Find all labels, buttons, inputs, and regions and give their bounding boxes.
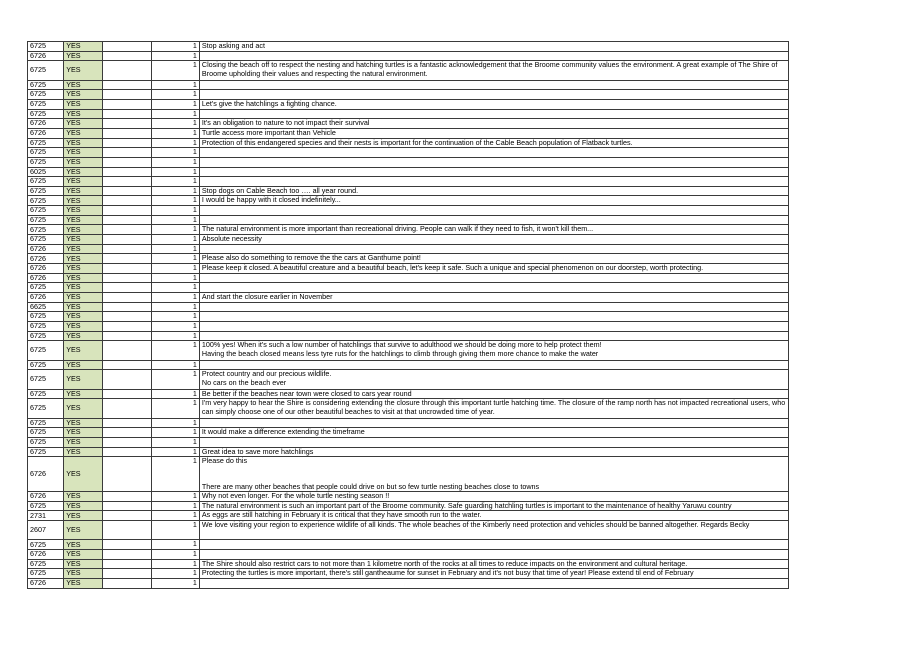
- count-cell: 1: [151, 501, 199, 511]
- comment-cell: Stop asking and act: [199, 42, 788, 52]
- comment-cell: Stop dogs on Cable Beach too …. all year round.: [199, 186, 788, 196]
- postcode-cell: 6725: [28, 418, 64, 428]
- postcode-cell: 6725: [28, 206, 64, 216]
- answer-cell: YES: [64, 389, 103, 399]
- comment-cell: Why not even longer. For the whole turtle nesting season !!: [199, 492, 788, 502]
- count-cell: 1: [151, 119, 199, 129]
- empty-cell: [103, 360, 151, 370]
- comment-cell: [199, 51, 788, 61]
- count-cell: 1: [151, 521, 199, 540]
- comment-cell: And start the closure earlier in November: [199, 293, 788, 303]
- empty-cell: [103, 196, 151, 206]
- table-row: [28, 61, 789, 80]
- answer-cell: YES: [64, 437, 103, 447]
- count-cell: 1: [151, 157, 199, 167]
- table-row: [28, 331, 789, 341]
- empty-cell: [103, 80, 151, 90]
- empty-cell: [103, 399, 151, 418]
- table-row: [28, 579, 789, 589]
- table-row: [28, 157, 789, 167]
- answer-cell: YES: [64, 341, 103, 360]
- postcode-cell: 6725: [28, 196, 64, 206]
- count-cell: 1: [151, 511, 199, 521]
- postcode-cell: 6725: [28, 283, 64, 293]
- postcode-cell: 6725: [28, 360, 64, 370]
- count-cell: 1: [151, 235, 199, 245]
- postcode-cell: 6725: [28, 399, 64, 418]
- empty-cell: [103, 186, 151, 196]
- postcode-cell: 6725: [28, 80, 64, 90]
- table-row: [28, 186, 789, 196]
- count-cell: 1: [151, 341, 199, 360]
- count-cell: 1: [151, 569, 199, 579]
- answer-cell: YES: [64, 148, 103, 158]
- count-cell: 1: [151, 244, 199, 254]
- table-row: [28, 302, 789, 312]
- comment-cell: [199, 302, 788, 312]
- answer-cell: YES: [64, 206, 103, 216]
- count-cell: 1: [151, 254, 199, 264]
- table-row: [28, 138, 789, 148]
- empty-cell: [103, 225, 151, 235]
- table-row: [28, 492, 789, 502]
- count-cell: 1: [151, 148, 199, 158]
- comment-cell: Protection of this endangered species and their nests is important for the continuation of the Cable Beach population of Flatback turtles.: [199, 138, 788, 148]
- empty-cell: [103, 511, 151, 521]
- empty-cell: [103, 559, 151, 569]
- empty-cell: [103, 138, 151, 148]
- answer-cell: YES: [64, 186, 103, 196]
- comment-cell: [199, 540, 788, 550]
- empty-cell: [103, 492, 151, 502]
- survey-table-body: [28, 42, 789, 589]
- postcode-cell: 6725: [28, 138, 64, 148]
- answer-cell: YES: [64, 196, 103, 206]
- postcode-cell: 6725: [28, 157, 64, 167]
- count-cell: 1: [151, 418, 199, 428]
- comment-cell: [199, 177, 788, 187]
- empty-cell: [103, 322, 151, 332]
- postcode-cell: 6725: [28, 186, 64, 196]
- table-row: [28, 51, 789, 61]
- table-row: [28, 109, 789, 119]
- empty-cell: [103, 370, 151, 389]
- postcode-cell: 6725: [28, 235, 64, 245]
- comment-cell: Absolute necessity: [199, 235, 788, 245]
- postcode-cell: 6726: [28, 244, 64, 254]
- answer-cell: YES: [64, 521, 103, 540]
- count-cell: 1: [151, 186, 199, 196]
- postcode-cell: 6726: [28, 119, 64, 129]
- empty-cell: [103, 283, 151, 293]
- postcode-cell: 6625: [28, 302, 64, 312]
- table-row: [28, 177, 789, 187]
- empty-cell: [103, 579, 151, 589]
- answer-cell: YES: [64, 579, 103, 589]
- answer-cell: YES: [64, 225, 103, 235]
- answer-cell: YES: [64, 511, 103, 521]
- count-cell: 1: [151, 389, 199, 399]
- empty-cell: [103, 428, 151, 438]
- postcode-cell: 6726: [28, 492, 64, 502]
- empty-cell: [103, 550, 151, 560]
- table-row: [28, 360, 789, 370]
- count-cell: 1: [151, 138, 199, 148]
- comment-cell: [199, 360, 788, 370]
- empty-cell: [103, 418, 151, 428]
- answer-cell: YES: [64, 370, 103, 389]
- table-row: [28, 341, 789, 360]
- count-cell: 1: [151, 42, 199, 52]
- comment-cell: I'm very happy to hear the Shire is considering extending the closure through this important turtle hatching time. The closure of the ramp north has not impacted recreational users, who can simply choose one of our other beautiful beaches to visit at that uncrowded time of year.: [199, 399, 788, 418]
- count-cell: 1: [151, 177, 199, 187]
- answer-cell: YES: [64, 283, 103, 293]
- comment-cell: The natural environment is such an important part of the Broome community. Safe guarding hatchling turtles is important to the maintenance of healthy Yaruwu country: [199, 501, 788, 511]
- postcode-cell: 6725: [28, 331, 64, 341]
- table-row: [28, 264, 789, 274]
- empty-cell: [103, 293, 151, 303]
- count-cell: 1: [151, 370, 199, 389]
- postcode-cell: 6725: [28, 177, 64, 187]
- answer-cell: YES: [64, 215, 103, 225]
- table-row: [28, 569, 789, 579]
- table-row: [28, 501, 789, 511]
- empty-cell: [103, 389, 151, 399]
- postcode-cell: 6725: [28, 540, 64, 550]
- postcode-cell: 6725: [28, 148, 64, 158]
- postcode-cell: 6725: [28, 341, 64, 360]
- table-row: [28, 511, 789, 521]
- table-row: [28, 399, 789, 418]
- count-cell: 1: [151, 109, 199, 119]
- table-row: [28, 225, 789, 235]
- table-row: [28, 235, 789, 245]
- empty-cell: [103, 437, 151, 447]
- comment-cell: [199, 579, 788, 589]
- table-row: [28, 559, 789, 569]
- answer-cell: YES: [64, 360, 103, 370]
- answer-cell: YES: [64, 138, 103, 148]
- table-row: [28, 42, 789, 52]
- postcode-cell: 6726: [28, 128, 64, 138]
- comment-cell: Please keep it closed. A beautiful creature and a beautiful beach, let's keep it safe. Such a unique and special phenomenon on our doorstep, worth protecting.: [199, 264, 788, 274]
- count-cell: 1: [151, 80, 199, 90]
- table-row: [28, 389, 789, 399]
- empty-cell: [103, 51, 151, 61]
- answer-cell: YES: [64, 331, 103, 341]
- table-row: [28, 447, 789, 457]
- empty-cell: [103, 447, 151, 457]
- comment-cell: [199, 283, 788, 293]
- empty-cell: [103, 521, 151, 540]
- table-row: [28, 273, 789, 283]
- postcode-cell: 6025: [28, 167, 64, 177]
- comment-cell: Be better if the beaches near town were closed to cars year round: [199, 389, 788, 399]
- postcode-cell: 6726: [28, 579, 64, 589]
- count-cell: 1: [151, 437, 199, 447]
- comment-cell: [199, 331, 788, 341]
- postcode-cell: 6725: [28, 225, 64, 235]
- count-cell: 1: [151, 428, 199, 438]
- empty-cell: [103, 540, 151, 550]
- empty-cell: [103, 157, 151, 167]
- answer-cell: YES: [64, 399, 103, 418]
- empty-cell: [103, 235, 151, 245]
- answer-cell: YES: [64, 569, 103, 579]
- comment-cell: [199, 157, 788, 167]
- empty-cell: [103, 457, 151, 492]
- postcode-cell: 6725: [28, 215, 64, 225]
- empty-cell: [103, 215, 151, 225]
- empty-cell: [103, 128, 151, 138]
- count-cell: 1: [151, 492, 199, 502]
- table-row: [28, 148, 789, 158]
- count-cell: 1: [151, 447, 199, 457]
- table-row: [28, 244, 789, 254]
- count-cell: 1: [151, 215, 199, 225]
- comment-cell: 100% yes! When it's such a low number of hatchlings that survive to adulthood we should be doing more to help protect them! Having the beach closed means less tyre ruts for the hatchlings to climb through giving them more chance to make the water: [199, 341, 788, 360]
- answer-cell: YES: [64, 61, 103, 80]
- table-row: [28, 418, 789, 428]
- count-cell: 1: [151, 550, 199, 560]
- table-row: [28, 283, 789, 293]
- count-cell: 1: [151, 99, 199, 109]
- postcode-cell: 6726: [28, 293, 64, 303]
- count-cell: 1: [151, 225, 199, 235]
- comment-cell: Please do this There are many other beaches that people could drive on but so few turtle nesting beaches close to towns: [199, 457, 788, 492]
- comment-cell: Protect country and our precious wildlife. No cars on the beach ever: [199, 370, 788, 389]
- count-cell: 1: [151, 360, 199, 370]
- empty-cell: [103, 331, 151, 341]
- comment-cell: I would be happy with it closed indefinitely...: [199, 196, 788, 206]
- comment-cell: It would make a difference extending the timeframe: [199, 428, 788, 438]
- answer-cell: YES: [64, 550, 103, 560]
- postcode-cell: 6725: [28, 42, 64, 52]
- count-cell: 1: [151, 128, 199, 138]
- table-row: [28, 322, 789, 332]
- comment-cell: As eggs are still hatching in February it is critical that they have smooth run to the water.: [199, 511, 788, 521]
- answer-cell: YES: [64, 492, 103, 502]
- comment-cell: [199, 206, 788, 216]
- table-row: [28, 428, 789, 438]
- empty-cell: [103, 501, 151, 511]
- comment-cell: Turtle access more important than Vehicle: [199, 128, 788, 138]
- answer-cell: YES: [64, 119, 103, 129]
- count-cell: 1: [151, 61, 199, 80]
- postcode-cell: 2607: [28, 521, 64, 540]
- postcode-cell: 6725: [28, 109, 64, 119]
- postcode-cell: 2731: [28, 511, 64, 521]
- postcode-cell: 6725: [28, 99, 64, 109]
- table-row: [28, 99, 789, 109]
- answer-cell: YES: [64, 447, 103, 457]
- count-cell: 1: [151, 322, 199, 332]
- table-row: [28, 457, 789, 492]
- table-row: [28, 540, 789, 550]
- postcode-cell: 6726: [28, 273, 64, 283]
- comment-cell: [199, 418, 788, 428]
- postcode-cell: 6725: [28, 61, 64, 80]
- table-row: [28, 128, 789, 138]
- table-row: [28, 119, 789, 129]
- postcode-cell: 6725: [28, 569, 64, 579]
- table-row: [28, 437, 789, 447]
- table-row: [28, 80, 789, 90]
- answer-cell: YES: [64, 128, 103, 138]
- answer-cell: YES: [64, 457, 103, 492]
- empty-cell: [103, 167, 151, 177]
- comment-cell: Great idea to save more hatchlings: [199, 447, 788, 457]
- table-row: [28, 370, 789, 389]
- comment-cell: Please also do something to remove the the cars at Ganthume point!: [199, 254, 788, 264]
- empty-cell: [103, 109, 151, 119]
- empty-cell: [103, 264, 151, 274]
- postcode-cell: 6726: [28, 457, 64, 492]
- answer-cell: YES: [64, 99, 103, 109]
- postcode-cell: 6725: [28, 559, 64, 569]
- answer-cell: YES: [64, 51, 103, 61]
- comment-cell: [199, 244, 788, 254]
- count-cell: 1: [151, 302, 199, 312]
- table-row: [28, 206, 789, 216]
- empty-cell: [103, 206, 151, 216]
- count-cell: 1: [151, 264, 199, 274]
- postcode-cell: 6725: [28, 428, 64, 438]
- comment-cell: The natural environment is more important than recreational driving. People can walk if they need to fish, it won't kill them...: [199, 225, 788, 235]
- answer-cell: YES: [64, 273, 103, 283]
- table-row: [28, 167, 789, 177]
- postcode-cell: 6726: [28, 51, 64, 61]
- postcode-cell: 6725: [28, 447, 64, 457]
- comment-cell: [199, 109, 788, 119]
- comment-cell: [199, 90, 788, 100]
- table-row: [28, 550, 789, 560]
- postcode-cell: 6725: [28, 322, 64, 332]
- count-cell: 1: [151, 196, 199, 206]
- empty-cell: [103, 302, 151, 312]
- postcode-cell: 6725: [28, 389, 64, 399]
- empty-cell: [103, 244, 151, 254]
- answer-cell: YES: [64, 80, 103, 90]
- answer-cell: YES: [64, 244, 103, 254]
- answer-cell: YES: [64, 90, 103, 100]
- count-cell: 1: [151, 167, 199, 177]
- empty-cell: [103, 254, 151, 264]
- comment-cell: It's an obligation to nature to not impact their survival: [199, 119, 788, 129]
- postcode-cell: 6725: [28, 437, 64, 447]
- empty-cell: [103, 61, 151, 80]
- comment-cell: [199, 550, 788, 560]
- comment-cell: The Shire should also restrict cars to not more than 1 kilometre north of the rocks at all times to reduce impacts on the environment and cultural heritage.: [199, 559, 788, 569]
- empty-cell: [103, 177, 151, 187]
- postcode-cell: 6726: [28, 550, 64, 560]
- comment-cell: Let's give the hatchlings a fighting chance.: [199, 99, 788, 109]
- count-cell: 1: [151, 90, 199, 100]
- comment-cell: [199, 273, 788, 283]
- count-cell: 1: [151, 283, 199, 293]
- count-cell: 1: [151, 273, 199, 283]
- answer-cell: YES: [64, 559, 103, 569]
- survey-table: [27, 41, 789, 589]
- count-cell: 1: [151, 579, 199, 589]
- comment-cell: Protecting the turtles is more important, there's still gantheaume for sunset in February and it's not busy that time of year! Please extend til end of February: [199, 569, 788, 579]
- table-row: [28, 254, 789, 264]
- comment-cell: [199, 80, 788, 90]
- count-cell: 1: [151, 51, 199, 61]
- comment-cell: We love visiting your region to experience wildlife of all kinds. The whole beaches of the Kimberly need protection and vehicles should be banned altogether. Regards Becky: [199, 521, 788, 540]
- answer-cell: YES: [64, 418, 103, 428]
- empty-cell: [103, 148, 151, 158]
- count-cell: 1: [151, 293, 199, 303]
- answer-cell: YES: [64, 312, 103, 322]
- count-cell: 1: [151, 331, 199, 341]
- empty-cell: [103, 312, 151, 322]
- answer-cell: YES: [64, 109, 103, 119]
- empty-cell: [103, 90, 151, 100]
- table-row: [28, 196, 789, 206]
- answer-cell: YES: [64, 177, 103, 187]
- postcode-cell: 6725: [28, 370, 64, 389]
- empty-cell: [103, 569, 151, 579]
- answer-cell: YES: [64, 42, 103, 52]
- count-cell: 1: [151, 540, 199, 550]
- table-row: [28, 293, 789, 303]
- empty-cell: [103, 99, 151, 109]
- count-cell: 1: [151, 457, 199, 492]
- table-row: [28, 90, 789, 100]
- comment-cell: [199, 167, 788, 177]
- comment-cell: [199, 322, 788, 332]
- answer-cell: YES: [64, 254, 103, 264]
- empty-cell: [103, 341, 151, 360]
- empty-cell: [103, 42, 151, 52]
- answer-cell: YES: [64, 264, 103, 274]
- postcode-cell: 6725: [28, 312, 64, 322]
- count-cell: 1: [151, 559, 199, 569]
- comment-cell: [199, 215, 788, 225]
- postcode-cell: 6725: [28, 90, 64, 100]
- comment-cell: [199, 312, 788, 322]
- postcode-cell: 6726: [28, 254, 64, 264]
- count-cell: 1: [151, 206, 199, 216]
- table-row: [28, 521, 789, 540]
- comment-cell: Closing the beach off to respect the nesting and hatching turtles is a fantastic acknowledgement that the Broome community values the environment. A great example of The Shire of Broome upholding their values and respecting the natural environment.: [199, 61, 788, 80]
- answer-cell: YES: [64, 428, 103, 438]
- answer-cell: YES: [64, 157, 103, 167]
- count-cell: 1: [151, 399, 199, 418]
- answer-cell: YES: [64, 293, 103, 303]
- answer-cell: YES: [64, 167, 103, 177]
- answer-cell: YES: [64, 540, 103, 550]
- table-row: [28, 215, 789, 225]
- comment-cell: [199, 437, 788, 447]
- answer-cell: YES: [64, 302, 103, 312]
- postcode-cell: 6726: [28, 264, 64, 274]
- table-row: [28, 312, 789, 322]
- postcode-cell: 6725: [28, 501, 64, 511]
- answer-cell: YES: [64, 322, 103, 332]
- empty-cell: [103, 273, 151, 283]
- comment-cell: [199, 148, 788, 158]
- answer-cell: YES: [64, 235, 103, 245]
- empty-cell: [103, 119, 151, 129]
- answer-cell: YES: [64, 501, 103, 511]
- count-cell: 1: [151, 312, 199, 322]
